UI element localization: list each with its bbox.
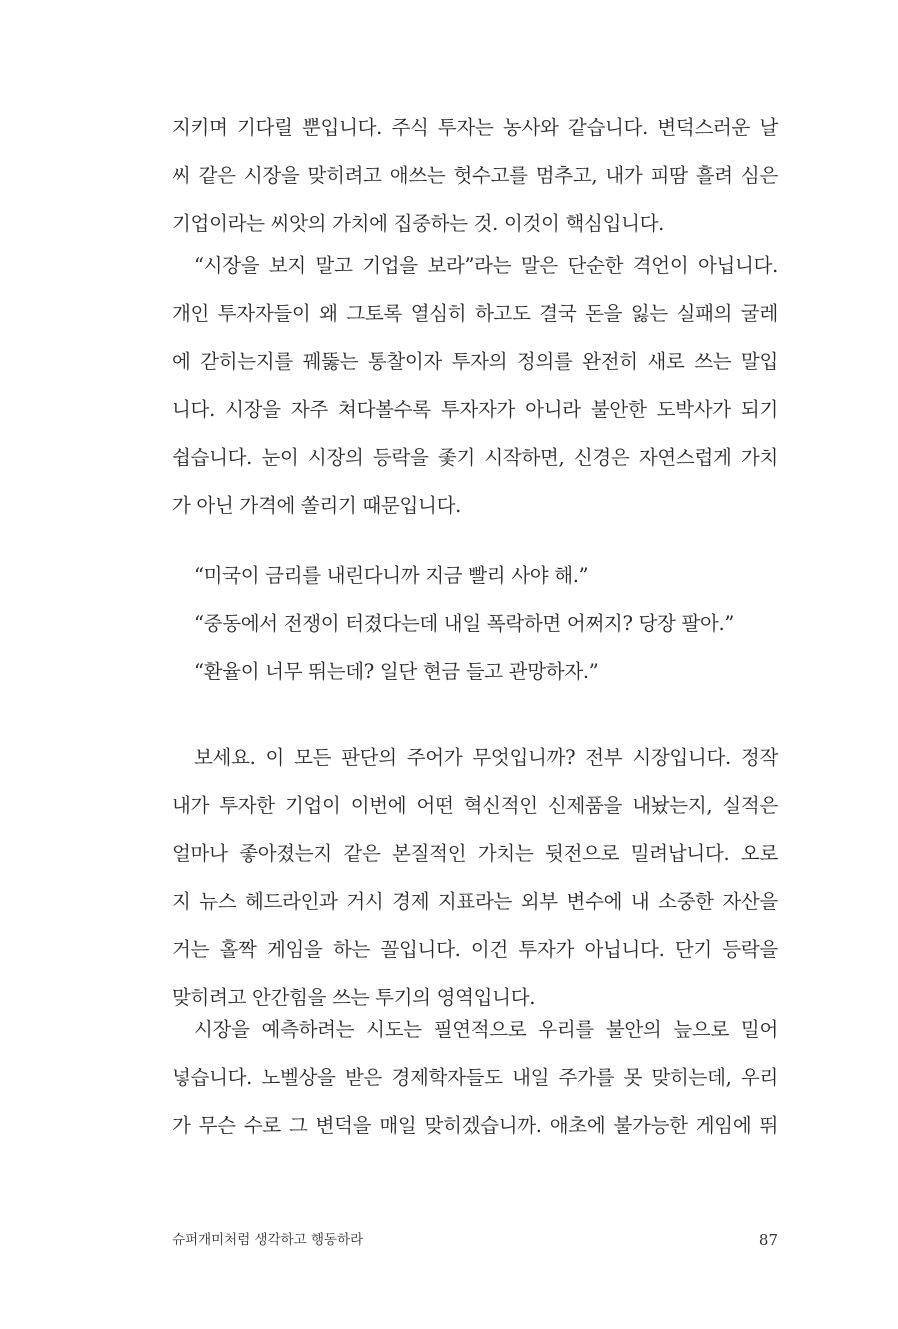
text-line: 넣습니다. 노벨상을 받은 경제학자들도 내일 주가를 못 맞히는데, 우리 xyxy=(172,1066,778,1089)
text-line: 맞히려고 안간힘을 쓰는 투기의 영역입니다. xyxy=(172,986,536,1009)
text-line: 내가 투자한 기업이 이번에 어떤 혁신적인 신제품을 내놨는지, 실적은 xyxy=(172,794,778,817)
text-line: 쉽습니다. 눈이 시장의 등락을 좇기 시작하면, 신경은 자연스럽게 가치 xyxy=(172,446,778,469)
paragraph-2 xyxy=(172,242,778,530)
paragraph-4 xyxy=(172,1006,778,1150)
text-line: 씨 같은 시장을 맞히려고 애쓰는 헛수고를 멈추고, 내가 피땀 흘려 심은 xyxy=(172,164,778,187)
text-line: 지키며 기다릴 뿐입니다. 주식 투자는 농사와 같습니다. 변덕스러운 날 xyxy=(172,116,778,139)
paragraph-3 xyxy=(172,734,778,1022)
page-number: 87 xyxy=(758,1231,778,1249)
text-line: 가 아닌 가격에 쏠리기 때문입니다. xyxy=(172,494,462,517)
text-line: 얼마나 좋아졌는지 같은 본질적인 가치는 뒷전으로 밀려납니다. 오로 xyxy=(172,842,778,865)
quote-line: “미국이 금리를 내린다니까 지금 빨리 사야 해.” xyxy=(194,564,589,587)
text-line: 거는 홀짝 게임을 하는 꼴입니다. 이건 투자가 아닙니다. 단기 등락을 xyxy=(172,938,778,961)
text-line: 보세요. 이 모든 판단의 주어가 무엇입니까? 전부 시장입니다. 정작 xyxy=(194,746,778,769)
text-line: 니다. 시장을 자주 쳐다볼수록 투자자가 아니라 불안한 도박사가 되기 xyxy=(172,398,778,421)
text-line: 지 뉴스 헤드라인과 거시 경제 지표라는 외부 변수에 내 소중한 자산을 xyxy=(172,890,778,913)
text-line: 개인 투자자들이 왜 그토록 열심히 하고도 결국 돈을 잃는 실패의 굴레 xyxy=(172,302,778,325)
text-line: 기업이라는 씨앗의 가치에 집중하는 것. 이것이 핵심입니다. xyxy=(172,212,665,235)
text-line: 시장을 예측하려는 시도는 필연적으로 우리를 불안의 늪으로 밀어 xyxy=(194,1018,778,1041)
text-line: “시장을 보지 말고 기업을 보라”라는 말은 단순한 격언이 아닙니다. xyxy=(194,254,778,277)
running-title: 슈퍼개미처럼 생각하고 행동하라 xyxy=(172,1232,364,1248)
text-line: 에 갇히는지를 꿰뚫는 통찰이자 투자의 정의를 완전히 새로 쓰는 말입 xyxy=(172,350,778,373)
quote-line: “환율이 너무 뛰는데? 일단 현금 들고 관망하자.” xyxy=(194,660,599,683)
text-line: 가 무슨 수로 그 변덕을 매일 맞히겠습니까. 애초에 불가능한 게임에 뛰 xyxy=(172,1114,778,1137)
quote-line: “중동에서 전쟁이 터졌다는데 내일 폭락하면 어쩌지? 당장 팔아.” xyxy=(194,612,735,635)
page-footer xyxy=(172,1226,778,1254)
quote-block xyxy=(172,552,778,696)
paragraph-1 xyxy=(172,104,778,248)
